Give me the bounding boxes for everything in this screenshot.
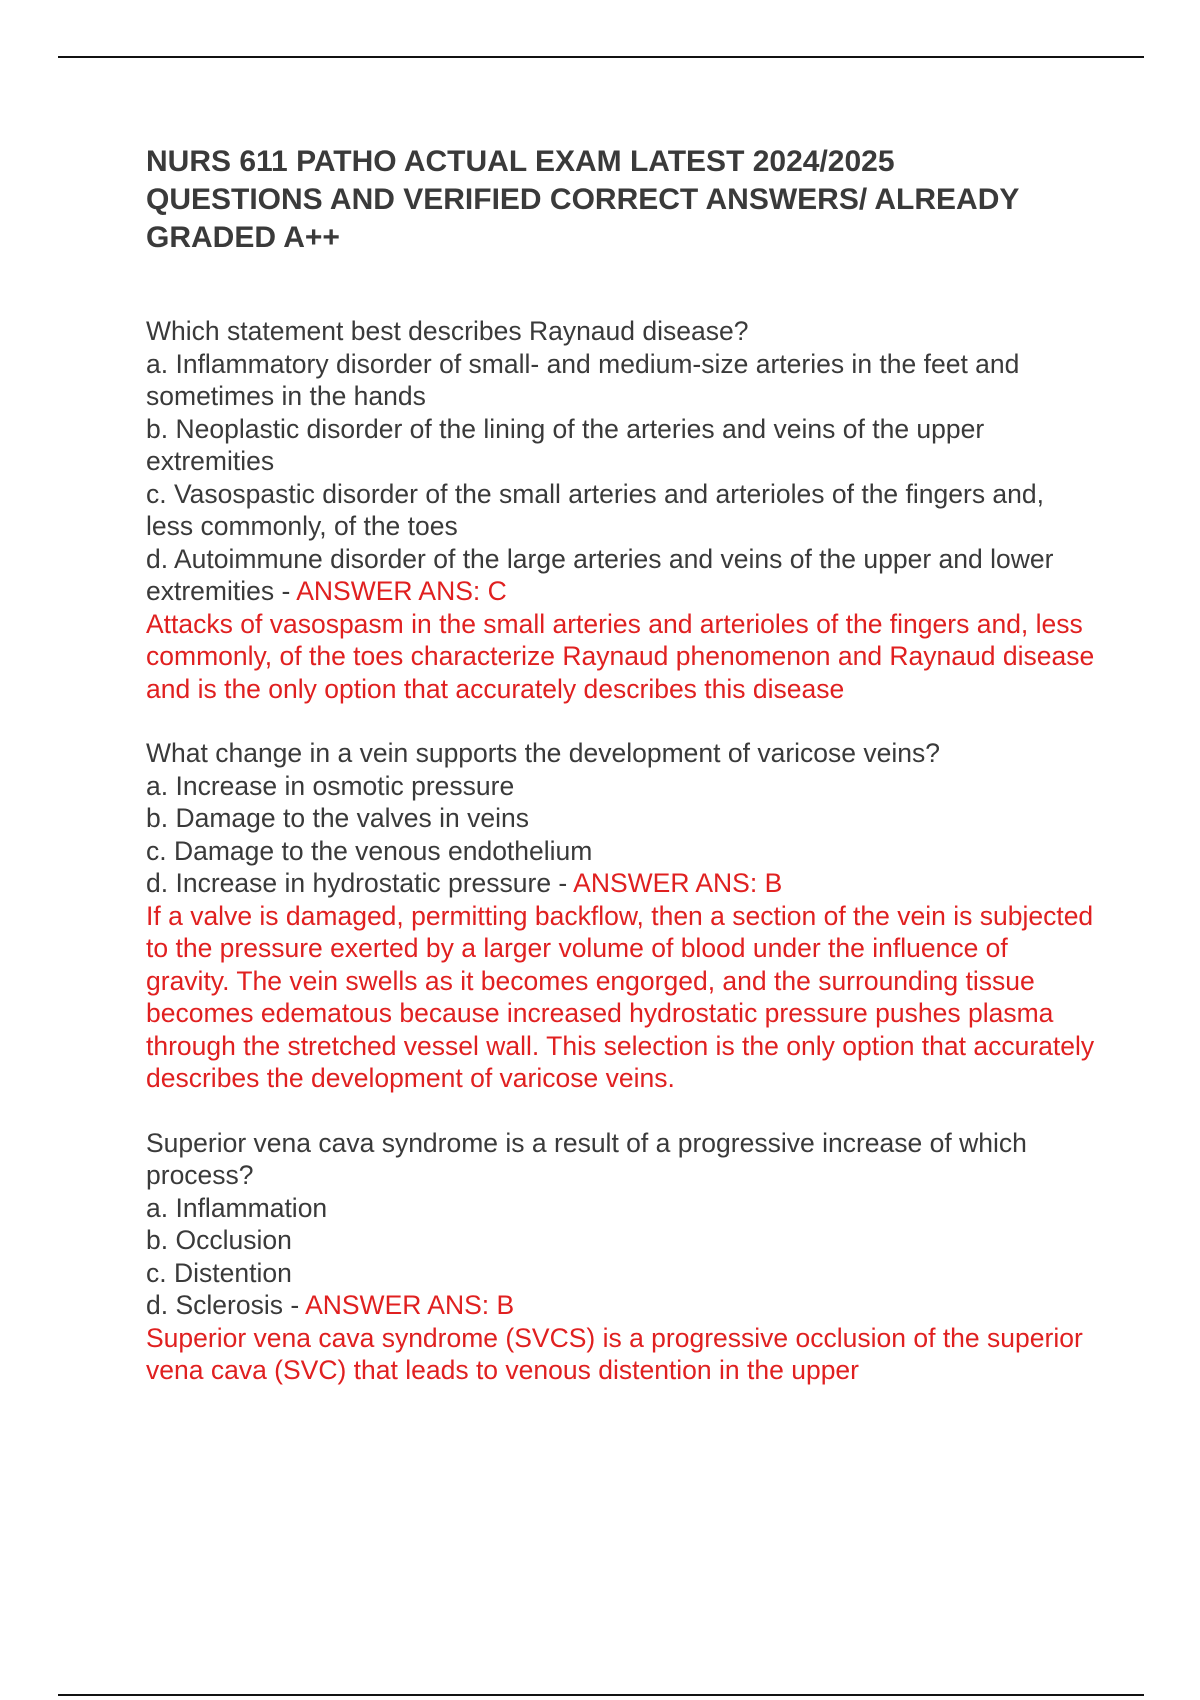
document-body [146, 143, 1096, 1419]
option-d-line [146, 1289, 1096, 1322]
answer-key: ANSWER ANS: B [573, 868, 783, 898]
question-block [146, 737, 1096, 1095]
option-c: c. Vasospastic disorder of the small arteries and arterioles of the fingers and, less commonly, of the toes [146, 478, 1045, 541]
option-d-line [146, 867, 1096, 900]
question-text: Superior vena cava syndrome is a result of a progressive increase of which process? [146, 1127, 1027, 1190]
option-c: c. Damage to the venous endothelium [146, 835, 593, 866]
option-b: b. Neoplastic disorder of the lining of the arteries and veins of the upper extremities [146, 413, 985, 476]
answer-explanation: Superior vena cava syndrome (SVCS) is a progressive occlusion of the superior vena cava (SVC) that leads to venous distention in the upper [146, 1322, 1083, 1385]
answer-explanation: Attacks of vasospasm in the small arteries and arterioles of the fingers and, less commonly, of the toes characterize Raynaud phenomenon and Raynaud disease and is the only option that accurately describes this disease [146, 608, 1095, 704]
option-b: b. Damage to the valves in veins [146, 803, 529, 833]
option-a: a. Increase in osmotic pressure [146, 770, 515, 801]
option-d: d. Sclerosis - [146, 1290, 306, 1320]
answer-key: ANSWER ANS: C [296, 576, 507, 606]
bottom-divider [58, 1694, 1144, 1696]
option-d: d. Autoimmune disorder of the large arteries and veins of the upper and lower extremities - [146, 543, 1054, 606]
option-c: c. Distention [146, 1257, 292, 1288]
option-b: b. Occlusion [146, 1225, 292, 1255]
answer-explanation: If a valve is damaged, permitting backflow, then a section of the vein is subjected to the pressure exerted by a larger volume of blood under the influence of gravity. The vein swells as it becomes engorged, and the surrounding tissue becomes edematous because increased hydrostatic pressure pushes plasma through the stretched vessel wall. This selection is the only option that accurately describes the development of varicose veins. [146, 900, 1095, 1093]
option-d: d. Increase in hydrostatic pressure - [146, 868, 574, 898]
question-block [146, 315, 1096, 705]
option-d-line [146, 543, 1096, 608]
top-divider [58, 56, 1144, 58]
question-text: Which statement best describes Raynaud disease? [146, 316, 749, 346]
question-block [146, 1127, 1096, 1387]
document-title: NURS 611 PATHO ACTUAL EXAM LATEST 2024/2025 QUESTIONS AND VERIFIED CORRECT ANSWERS/ ALREADY GRADED A++ [146, 145, 1020, 254]
question-text: What change in a vein supports the development of varicose veins? [146, 738, 940, 768]
option-a: a. Inflammation [146, 1192, 328, 1223]
answer-key: ANSWER ANS: B [305, 1290, 515, 1320]
option-a: a. Inflammatory disorder of small- and medium-size arteries in the feet and sometimes in the hands [146, 348, 1020, 411]
